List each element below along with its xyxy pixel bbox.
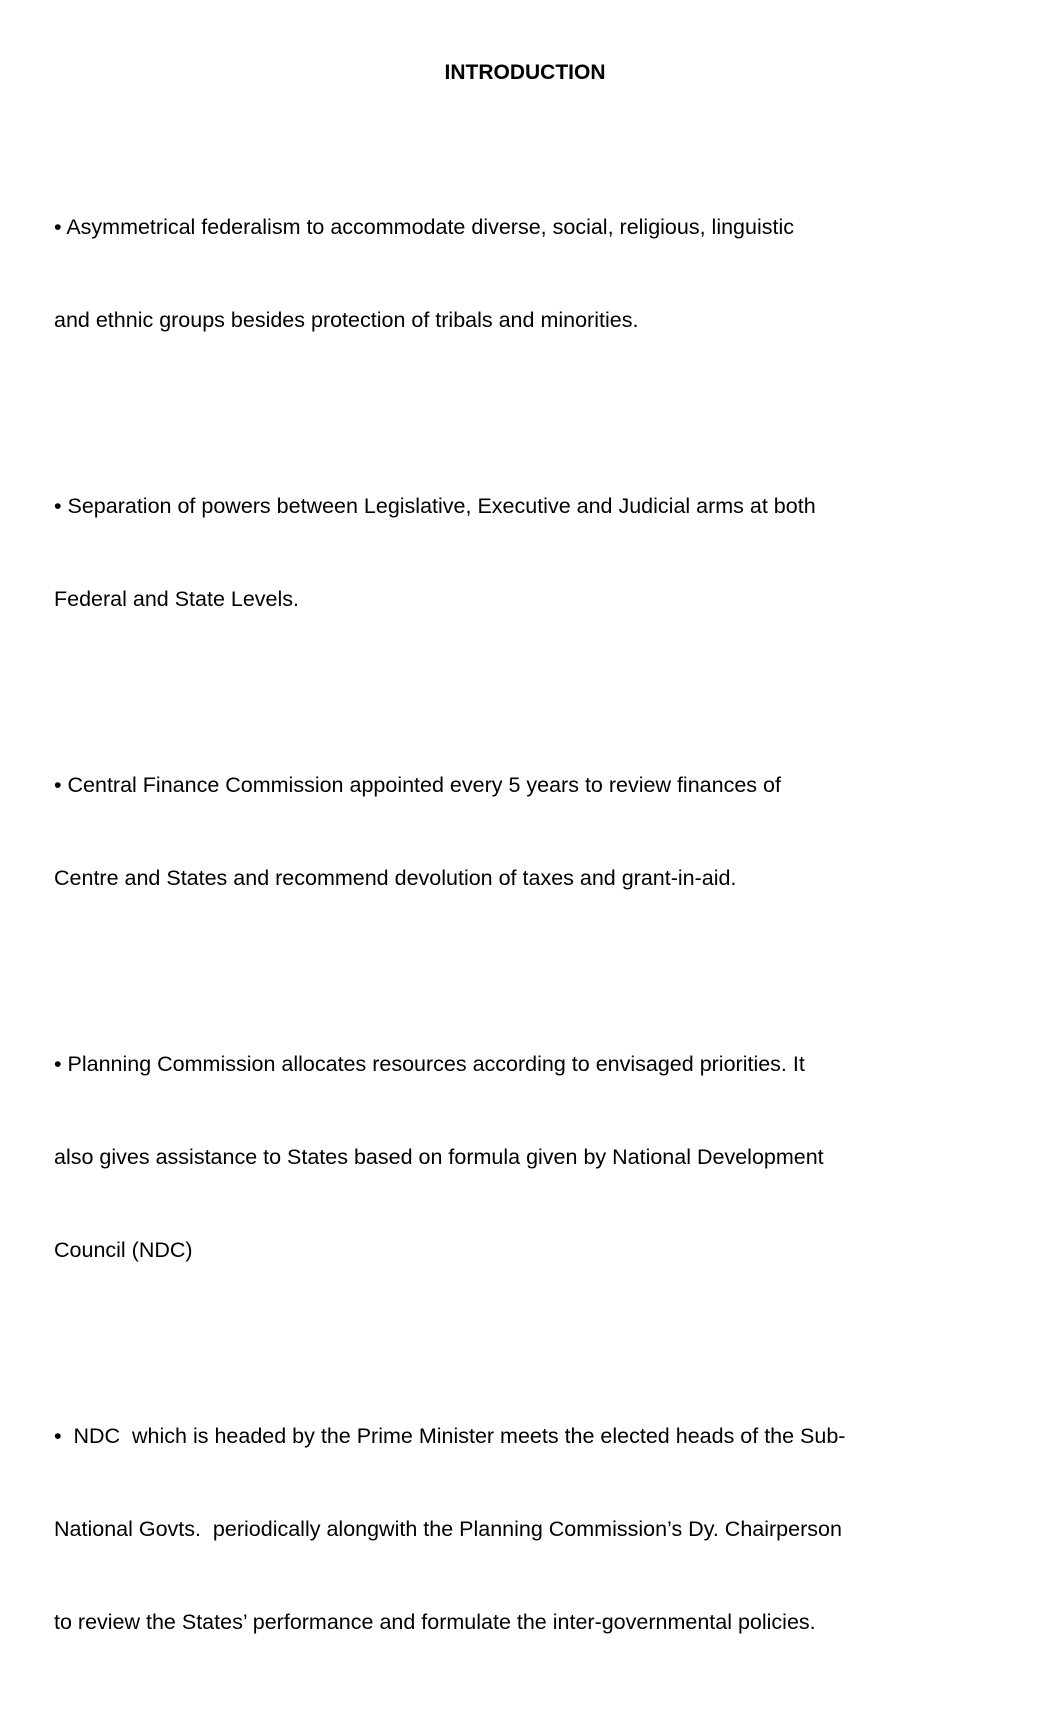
bullet-planning-commission	[54, 987, 1004, 1328]
slide-title: INTRODUCTION	[444, 61, 606, 84]
bullet-line: • Separation of powers between Legislative, Executive and Judicial arms at both	[54, 494, 816, 518]
bullet-line: Council (NDC)	[54, 1238, 193, 1262]
bullet-ndc	[54, 1359, 1004, 1700]
bullet-line: Centre and States and recommend devolution of taxes and grant-in-aid.	[54, 866, 737, 890]
bullet-line: • Central Finance Commission appointed every 5 years to review finances of	[54, 773, 781, 797]
bullet-line: • Planning Commission allocates resources according to envisaged priorities. It	[54, 1052, 805, 1076]
bullet-line: and ethnic groups besides protection of tribals and minorities.	[54, 308, 639, 332]
bullet-line: to review the States’ performance and formulate the inter-governmental policies.	[54, 1610, 816, 1634]
bullet-separation-of-powers	[54, 429, 1004, 677]
bullet-asymmetrical-federalism	[54, 150, 1004, 398]
bullet-finance-commission	[54, 708, 1004, 956]
bullet-line: Federal and State Levels.	[54, 587, 300, 611]
bullet-line: National Govts. periodically alongwith the Planning Commission’s Dy. Chairperson	[54, 1517, 842, 1541]
bullet-line: • NDC which is headed by the Prime Minister meets the elected heads of the Sub-	[54, 1424, 846, 1448]
bullet-line: • Asymmetrical federalism to accommodate diverse, social, religious, linguistic	[54, 215, 794, 239]
bullet-list	[54, 150, 1004, 1731]
bullet-line: also gives assistance to States based on formula given by National Development	[54, 1145, 824, 1169]
